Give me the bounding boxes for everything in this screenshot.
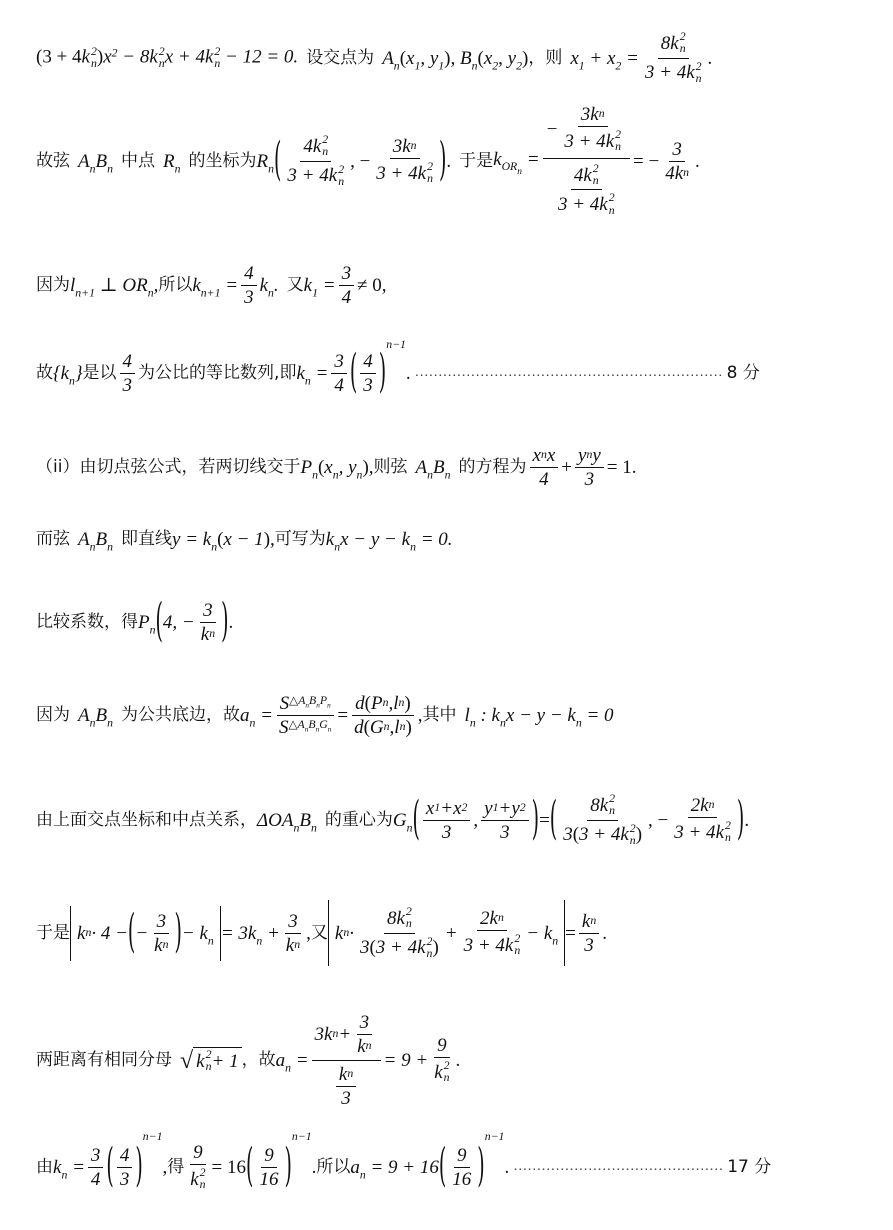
text-also-1: 又 — [286, 274, 304, 295]
solution-line-4: 故 $\{k_n\}$ 是以 $\frac{4}{3}$ 为公比的等比数列 , 即 $k_n$ = $\frac{3}{4}$ ( $\frac{4}{3}$ ) n−1 . ………………………………………………………… 8 分 — [36, 338, 760, 399]
solution-line-2: 故弦 $A_nB_n$ 中点 $R_n$ 的坐标为 $R_n$ ( 4 k 2 n 3 + 4 k 2 n , − 3 k n 3 + 4 k 2 n ) . 于是 $k_{OR_n}$ = − 3 k n 3 + 4 k 2 n 4 k 2 n 3 + 4 k 2 n = − 3 4 k n . — [36, 106, 700, 216]
text-midpoint: 中点 — [121, 150, 155, 171]
solution-line-8: 因为 $A_nB_n$ 为公共底边，故 $a_n$ = S $\triangle A_nB_nP_n$ S $\triangle A_nB_nG_n$ = d ( P n , l n ) d ( G n , l n ) , 其中 $l_n$ : $k_nx - y - k_n = 0$ — [36, 692, 614, 738]
text-from-above: 由上面交点坐标和中点关系， — [36, 809, 257, 830]
text-then-chord: 则弦 — [373, 456, 408, 477]
score-8: 8 分 — [726, 362, 760, 383]
text-also-2: 又 — [310, 922, 328, 943]
text-common-base: 为公共底边，故 — [121, 704, 240, 725]
text-from: 由 — [36, 1156, 53, 1177]
text-so-that-2: 所以 — [316, 1156, 351, 1177]
solution-line-12: 由 $k_n$ = $\frac{3}{4}$ ( $\frac{4}{3}$ ) n−1 , 得 9 k 2 n = 16 ( $\frac{9}{16}$ ) n−1 . 所以 $a_n = 9 + 16$ ( $\frac{9}{16}$ ) n−1 . ……………………………………… 17 分 — [36, 1130, 772, 1193]
text-eq-of: 的方程为 — [458, 456, 527, 477]
text-set-points: 设交点为 — [306, 47, 375, 68]
text-so-2: 故 — [258, 1049, 276, 1070]
text-so-that-1: 所以 — [158, 274, 193, 295]
text-part-ii: （ii）由切点弦公式，若两切线交于 — [36, 456, 301, 477]
solution-line-5: （ii）由切点弦公式，若两切线交于 $P_n(x_n$, $y_n$), 则弦 $A_nB_n$ 的方程为 x n x 4 + y n y 3 = 1. — [36, 444, 637, 490]
text-get: 得 — [167, 1156, 185, 1177]
text-then: 则 — [545, 47, 563, 68]
text-because-2: 因为 — [36, 704, 70, 725]
text-hence-2: 于是 — [36, 922, 70, 943]
solution-line-6: 而弦 $A_nB_n$ 即直线 $y = k_n(x - 1)$, 可写为 $k_nx - y - k_n = 0$. — [36, 528, 453, 553]
text-ratio-geo: 为公比的等比数列 — [138, 362, 275, 383]
text-hence: 于是 — [459, 150, 494, 171]
solution-line-3: 因为 $l_{n+1}$ ⊥ $OR_n$, 所以 $k_{n+1}$ = $\frac{4}{3}$ $k_n$. 又 $k_1$ = $\frac{3}{4}$ ≠ 0, — [36, 262, 387, 308]
solution-line-10: 于是 k n · 4 − ( − 3 k n ) − $k_n$ = $3k_n$ + 3 k n , 又 k n · 8 k 2 n 3 ( 3 + 4 k 2 n ) + 2 k n 3 + 4 k 2 n − $k_n$ = k n 3 . — [36, 897, 607, 969]
text-because-1: 因为 — [36, 274, 70, 295]
text-can-write: 可写为 — [274, 528, 326, 549]
solution-line-9: 由上面交点坐标和中点关系， $\Delta OA_nB_n$ 的重心为 $G_n$ ( x 1 + x 2 3 , y 1 + y 2 3 ) = ( 8 k 2 n 3 ( 3 + 4 k 2 n ) , − 2 k n 3 + 4 k 2 n ) . — [36, 791, 750, 847]
solution-line-11: 两距离有相同分母 √ k 2 n + 1 ， 故 $a_n$ = 3 k n + 3 k n k n 3 = 9 + 9 k 2 n . — [36, 1005, 460, 1115]
text-i-e: 即 — [279, 362, 297, 383]
text-so-chord: 故弦 — [36, 150, 70, 171]
text-so-1: 故 — [36, 362, 53, 383]
score-17: 17 分 — [727, 1156, 772, 1177]
text-two-dist: 两距离有相同分母 — [36, 1049, 172, 1070]
text-centroid: 的重心为 — [324, 809, 393, 830]
text-coord-of: 的坐标为 — [188, 150, 257, 171]
text-where: 其中 — [422, 704, 457, 725]
text-i-e-line: 即直线 — [121, 528, 172, 549]
solution-line-7: 比较系数，得 $P_n$ ( 4, − 3 k n ) . — [36, 594, 234, 648]
text-and-chord: 而弦 — [36, 528, 70, 549]
text-compare: 比较系数，得 — [36, 611, 138, 632]
solution-line-1: (3 + 4k 2 n )$x^2 - 8k$ 2 n x + 4k 2 n − 12 = 0. 设交点为 $A_n(x_1$, $y_1$), $B_n(x_2$, $y_2$) ， 则 $x_1 + x_2$ = 8 k 2 n 3 + 4 k 2 n . — [36, 29, 713, 85]
text-is-geo: 是以 — [82, 362, 117, 383]
